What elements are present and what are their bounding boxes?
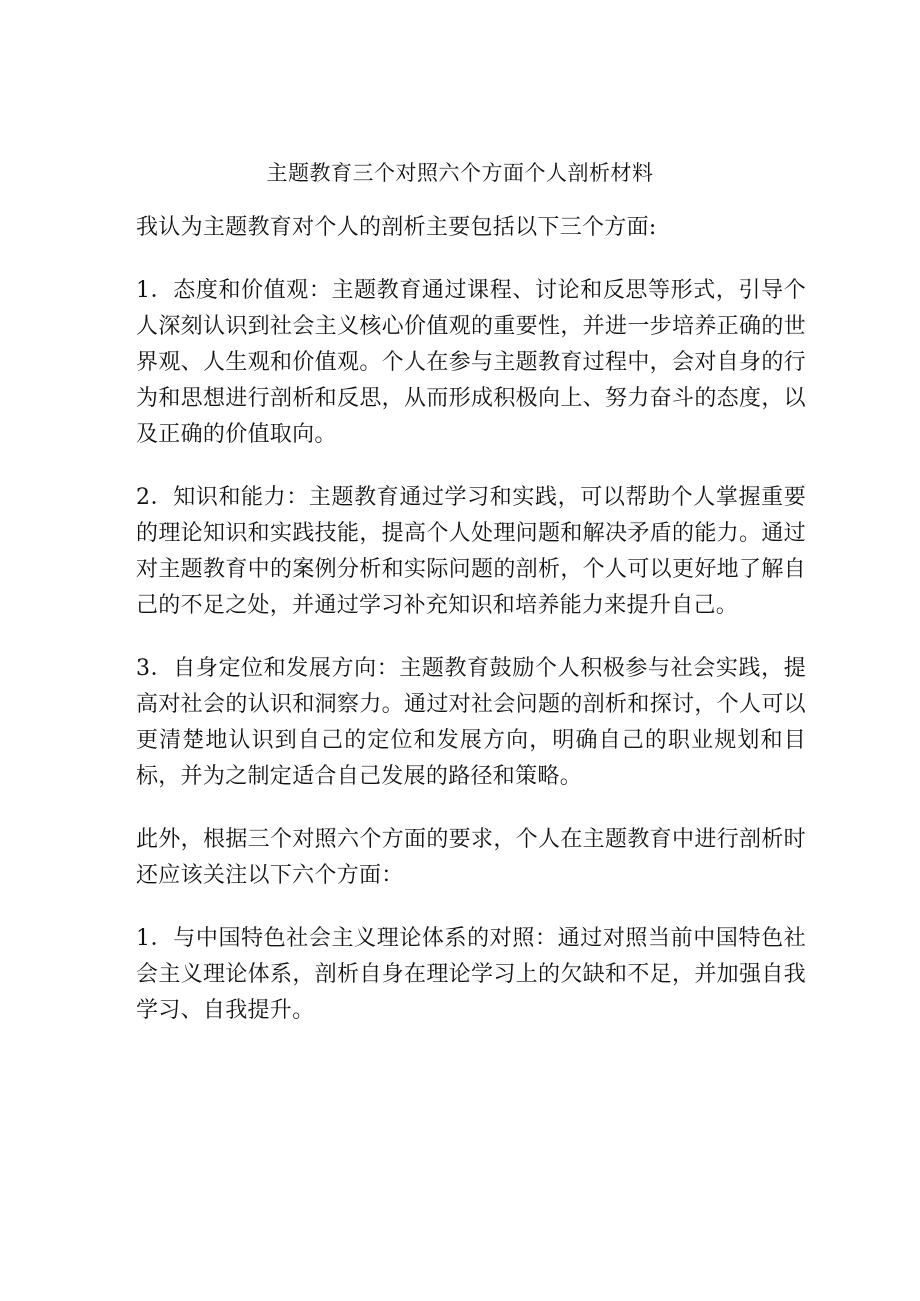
paragraph-attitude-values: 1．态度和价值观：主题教育通过课程、讨论和反思等形式，引导个人深刻认识到社会主义核心价值观的重要性，并进一步培养正确的世界观、人生观和价值观。个人在参与主题教育过程中，会对自身的行为和思想进行剖析和反思，从而形成积极向上、努力奋斗的态度，以及正确的价值取向。 [136, 278, 806, 447]
intro-paragraph: 我认为主题教育对个人的剖析主要包括以下三个方面: [136, 215, 657, 240]
paragraph-six-aspects-intro: 此外，根据三个对照六个方面的要求，个人在主题教育中进行剖析时还应该关注以下六个方面： [136, 827, 806, 888]
paragraph-knowledge-ability: 2．知识和能力：主题教育通过学习和实践，可以帮助个人掌握重要的理论知识和实践技能，提高个人处理问题和解决矛盾的能力。通过对主题教育中的案例分析和实际问题的剖析，个人可以更好地了解自己的不足之处，并通过学习补充知识和培养能力来提升自己。 [136, 485, 806, 618]
paragraph-positioning-direction: 3．自身定位和发展方向：主题教育鼓励个人积极参与社会实践，提高对社会的认识和洞察力。通过对社会问题的剖析和探讨，个人可以更清楚地认识到自己的定位和发展方向，明确自己的职业规划和目标，并为之制定适合自己发展的路径和策略。 [136, 656, 806, 789]
document-title: 主题教育三个对照六个方面个人剖析材料 [266, 161, 654, 185]
paragraph-theory-system: 1．与中国特色社会主义理论体系的对照：通过对照当前中国特色社会主义理论体系，剖析自身在理论学习上的欠缺和不足，并加强自我学习、自我提升。 [136, 926, 806, 1023]
document-body [136, 210, 806, 1056]
